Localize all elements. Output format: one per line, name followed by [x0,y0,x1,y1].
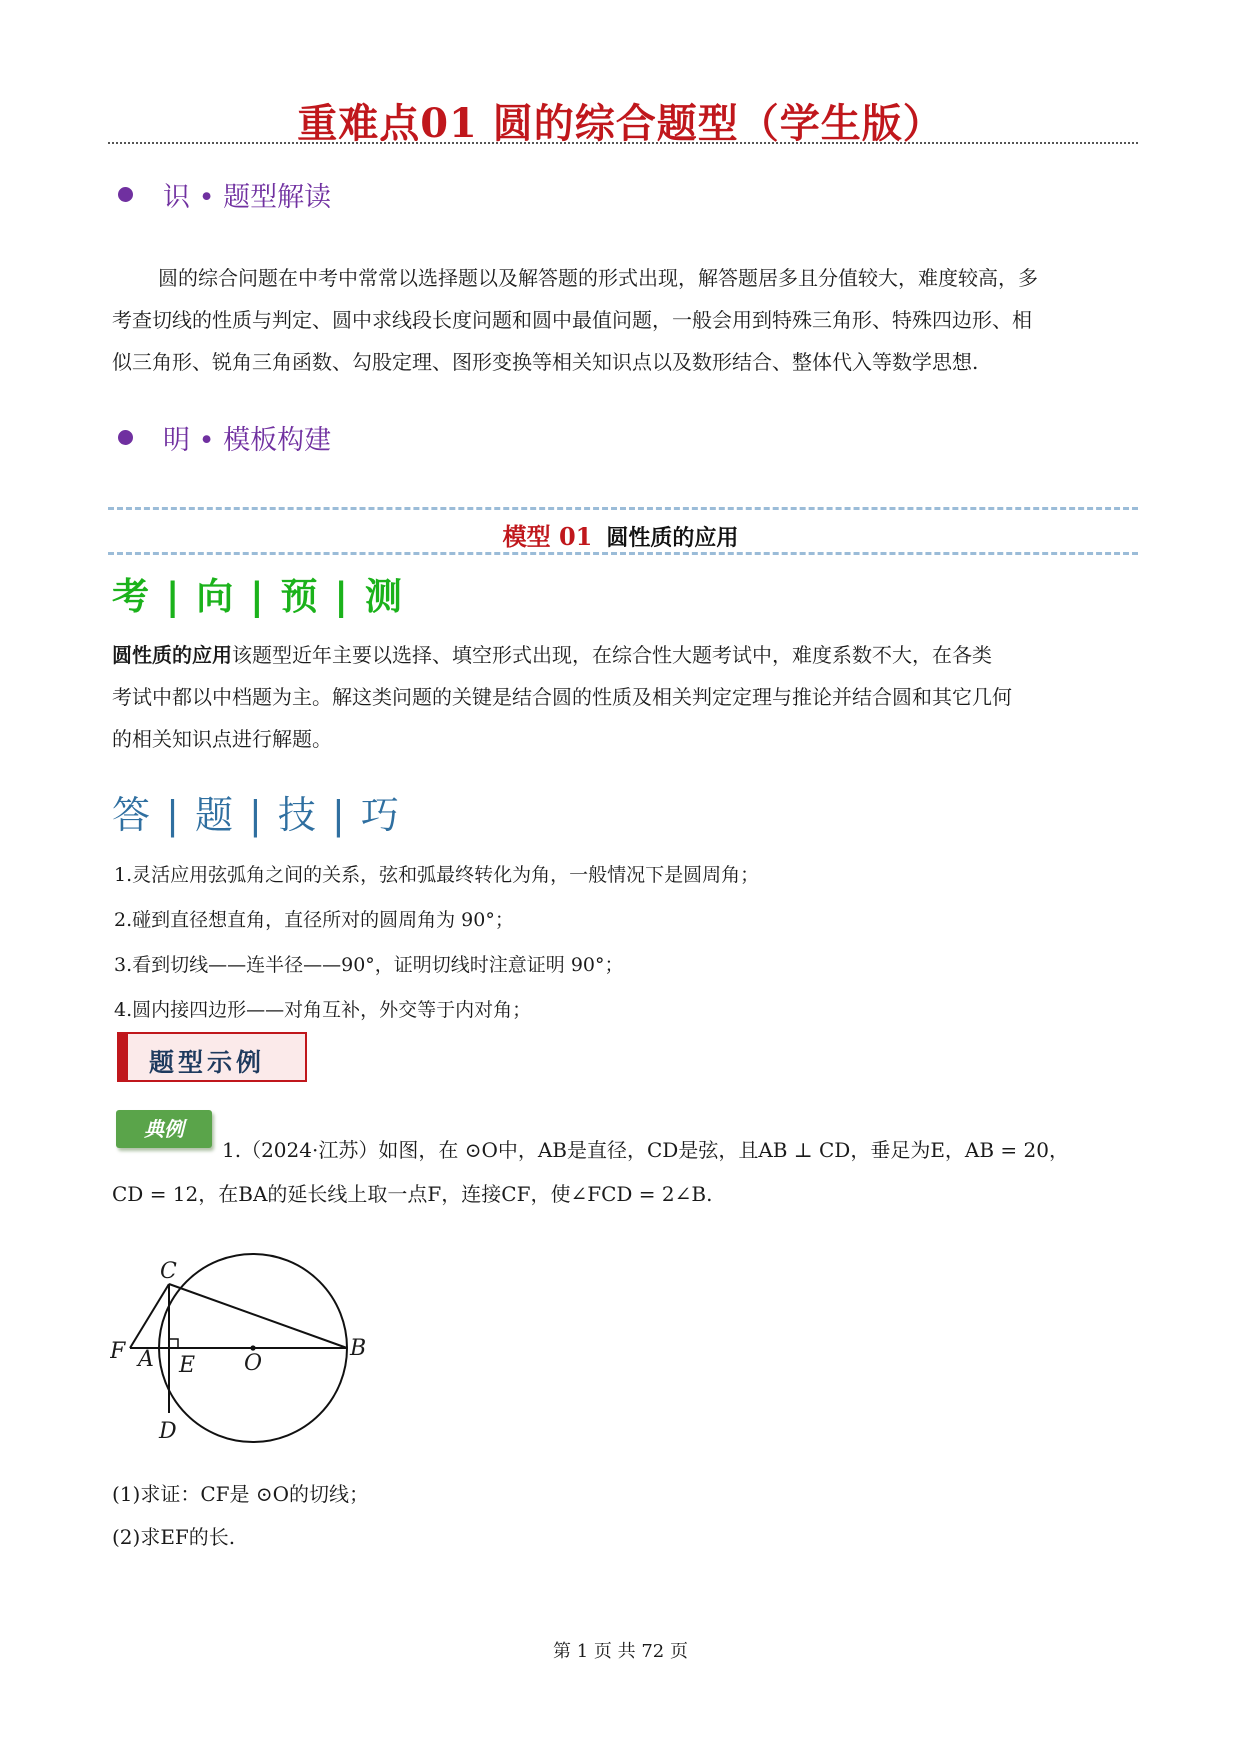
label-f: F [110,1339,126,1364]
badge-accent-bar [119,1034,128,1080]
intro-line-2: 考查切线的性质与判定、圆中求线段长度问题和圆中最值问题，一般会用到特殊三角形、特殊四边形、相 [112,308,1032,332]
intro-line-1: 圆的综合问题在中考中常常以选择题以及解答题的形式出现，解答题居多且分值较大，难度较高，多 [158,266,1038,290]
label-d: D [159,1419,177,1444]
label-e: E [179,1353,196,1378]
model-name: 圆性质的应用 [606,526,739,551]
question-2: (2)求EF的长. [112,1525,236,1549]
forecast-line-1-rest: 该题型近年主要以选择、填空形式出现，在综合性大题考试中，难度系数不大，在各类 [232,643,992,667]
circle-geometry-figure [110,1248,390,1468]
segment-cf [130,1284,169,1348]
tip-item: 1.灵活应用弦弧角之间的关系，弦和弧最终转化为角，一般情况下是圆周角； [114,864,760,886]
bullet-dot-icon [118,430,133,445]
question-1: (1)求证：CF是 ⊙O的切线； [112,1482,370,1506]
label-a: A [138,1347,154,1372]
page-title: 重难点01 圆的综合题型（学生版） [297,100,944,147]
model-top-divider [108,507,1138,510]
forecast-line-2: 考试中都以中档题为主。解这类问题的关键是结合圆的性质及相关判定定理与推论并结合圆和其它几何 [112,685,1012,709]
example-tag-label: 典例 [144,1117,184,1141]
forecast-lead: 圆性质的应用 [112,643,232,667]
center-point-o [250,1345,255,1350]
forecast-heading: 考 | 向 | 预 | 测 [112,575,404,618]
title-divider [108,142,1138,144]
badge-label: 题型示例 [149,1048,266,1077]
tips-heading: 答 | 题 | 技 | 巧 [112,793,401,837]
section-heading-text: 明 • 模板构建 [163,425,332,456]
model-number: 模型 01 [502,522,593,551]
intro-line-3: 似三角形、锐角三角函数、勾股定理、图形变换等相关知识点以及数形结合、整体代入等数学思想. [112,350,979,374]
page-number-footer: 第 1 页 共 72 页 [553,1641,688,1662]
label-o: O [244,1351,263,1376]
section-heading-text: 识 • 题型解读 [163,182,332,213]
tip-item: 4.圆内接四边形——对角互补，外交等于内对角； [114,999,532,1021]
problem-line-1: 1.（2024·江苏）如图，在 ⊙O中，AB是直径，CD是弦，且AB ⊥ CD，垂足为E，AB = 20， [222,1138,1069,1162]
model-title [0,517,1241,552]
forecast-line-3: 的相关知识点进行解题。 [112,727,332,751]
example-tag [116,1110,212,1148]
problem-line-2: CD = 12，在BA的延长线上取一点F，连接CF，使∠FCD = 2∠B. [112,1182,713,1206]
section-heading-interpretation [118,175,331,214]
label-b: B [350,1336,367,1361]
tip-item: 2.碰到直径想直角，直径所对的圆周角为 90°； [114,909,514,931]
tip-item: 3.看到切线——连半径——90°，证明切线时注意证明 90°； [114,954,624,976]
label-c: C [160,1259,177,1284]
bullet-dot-icon [118,187,133,202]
segment-cb [169,1284,347,1348]
section-heading-template [118,418,331,457]
model-bottom-divider [108,552,1138,555]
right-angle-mark [169,1339,178,1348]
forecast-line-1 [112,634,992,676]
example-badge [117,1032,307,1082]
